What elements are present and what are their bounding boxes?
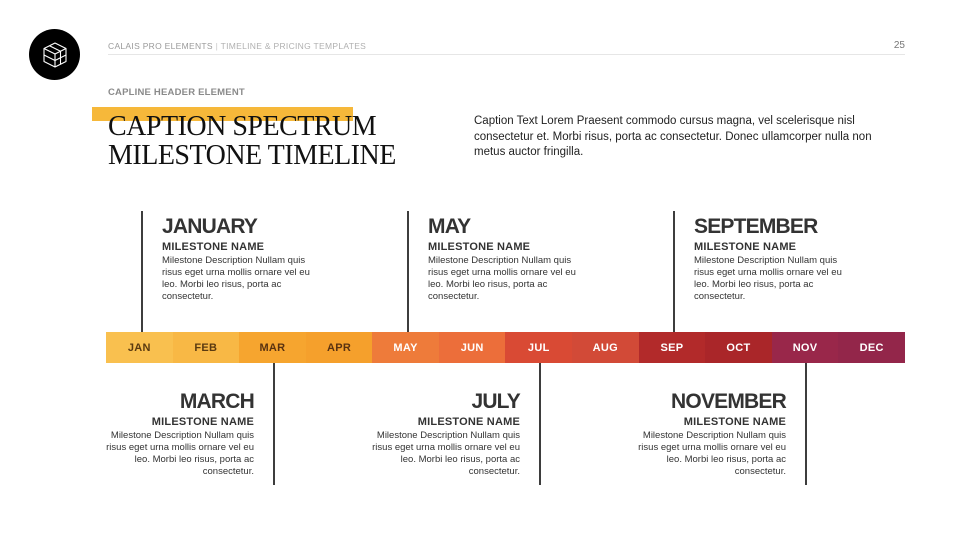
month-oct: OCT	[705, 332, 772, 363]
header-breadcrumb	[108, 41, 366, 51]
milestone-july	[360, 390, 520, 478]
connector-may	[407, 211, 409, 332]
milestone-march	[94, 390, 254, 478]
title-line-2: MILESTONE TIMELINE	[108, 140, 396, 171]
connector-sep	[673, 211, 675, 332]
milestone-may	[428, 215, 588, 303]
month-sep: SEP	[639, 332, 706, 363]
milestone-month: JULY	[471, 390, 520, 413]
slide-title	[108, 112, 396, 170]
header-divider	[108, 54, 905, 55]
page-number: 25	[893, 40, 905, 51]
title-line-1: CAPTION SPECTRUM	[108, 111, 377, 142]
header-subtitle: TIMELINE & PRICING TEMPLATES	[220, 41, 367, 51]
capline-header: CAPLINE HEADER ELEMENT	[108, 87, 245, 98]
milestone-name: MILESTONE NAME	[683, 416, 786, 428]
month-may: MAY	[372, 332, 439, 363]
milestone-description: Milestone Description Nullam quis risus eget urna mollis ornare vel eu leo. Morbi leo risus, porta ac consectetur.	[428, 255, 576, 302]
milestone-name: MILESTONE NAME	[162, 241, 265, 253]
header-separator: |	[215, 41, 219, 51]
milestone-description: Milestone Description Nullam quis risus eget urna mollis ornare vel eu leo. Morbi leo risus, porta ac consectetur.	[638, 430, 786, 477]
month-jan: JAN	[106, 332, 173, 363]
milestone-description: Milestone Description Nullam quis risus eget urna mollis ornare vel eu leo. Morbi leo risus, porta ac consectetur.	[106, 430, 254, 477]
month-aug: AUG	[572, 332, 639, 363]
connector-nov	[805, 363, 807, 485]
milestone-name: MILESTONE NAME	[151, 416, 254, 428]
brand-name: CALAIS PRO ELEMENTS	[108, 41, 213, 51]
month-jun: JUN	[439, 332, 506, 363]
milestone-description: Milestone Description Nullam quis risus eget urna mollis ornare vel eu leo. Morbi leo risus, porta ac consectetur.	[694, 255, 842, 302]
milestone-january	[162, 215, 322, 303]
month-feb: FEB	[173, 332, 240, 363]
connector-mar	[273, 363, 275, 485]
milestone-name: MILESTONE NAME	[417, 416, 520, 428]
month-apr: APR	[306, 332, 373, 363]
milestone-name: MILESTONE NAME	[428, 241, 531, 253]
milestone-month: NOVEMBER	[671, 390, 786, 413]
month-nov: NOV	[772, 332, 839, 363]
milestone-november	[626, 390, 786, 478]
milestone-description: Milestone Description Nullam quis risus eget urna mollis ornare vel eu leo. Morbi leo risus, porta ac consectetur.	[372, 430, 520, 477]
milestone-month: MAY	[428, 215, 471, 238]
month-mar: MAR	[239, 332, 306, 363]
milestone-name: MILESTONE NAME	[694, 241, 797, 253]
milestone-month: SEPTEMBER	[694, 215, 818, 238]
connector-jul	[539, 363, 541, 485]
connector-jan	[141, 211, 143, 332]
milestone-description: Milestone Description Nullam quis risus eget urna mollis ornare vel eu leo. Morbi leo risus, porta ac consectetur.	[162, 255, 310, 302]
cube-icon	[42, 41, 68, 69]
brand-logo	[29, 29, 80, 80]
month-dec: DEC	[838, 332, 905, 363]
milestone-september	[694, 215, 854, 303]
milestone-month: JANUARY	[162, 215, 258, 238]
month-jul: JUL	[505, 332, 572, 363]
month-bar	[106, 332, 905, 363]
caption-text: Caption Text Lorem Praesent commodo cursus magna, vel scelerisque nisl consectetur et. Morbi risus, porta ac consectetur. Donec ullamcorper nulla non metus auctor fringilla.	[474, 115, 872, 158]
milestone-month: MARCH	[179, 390, 254, 413]
